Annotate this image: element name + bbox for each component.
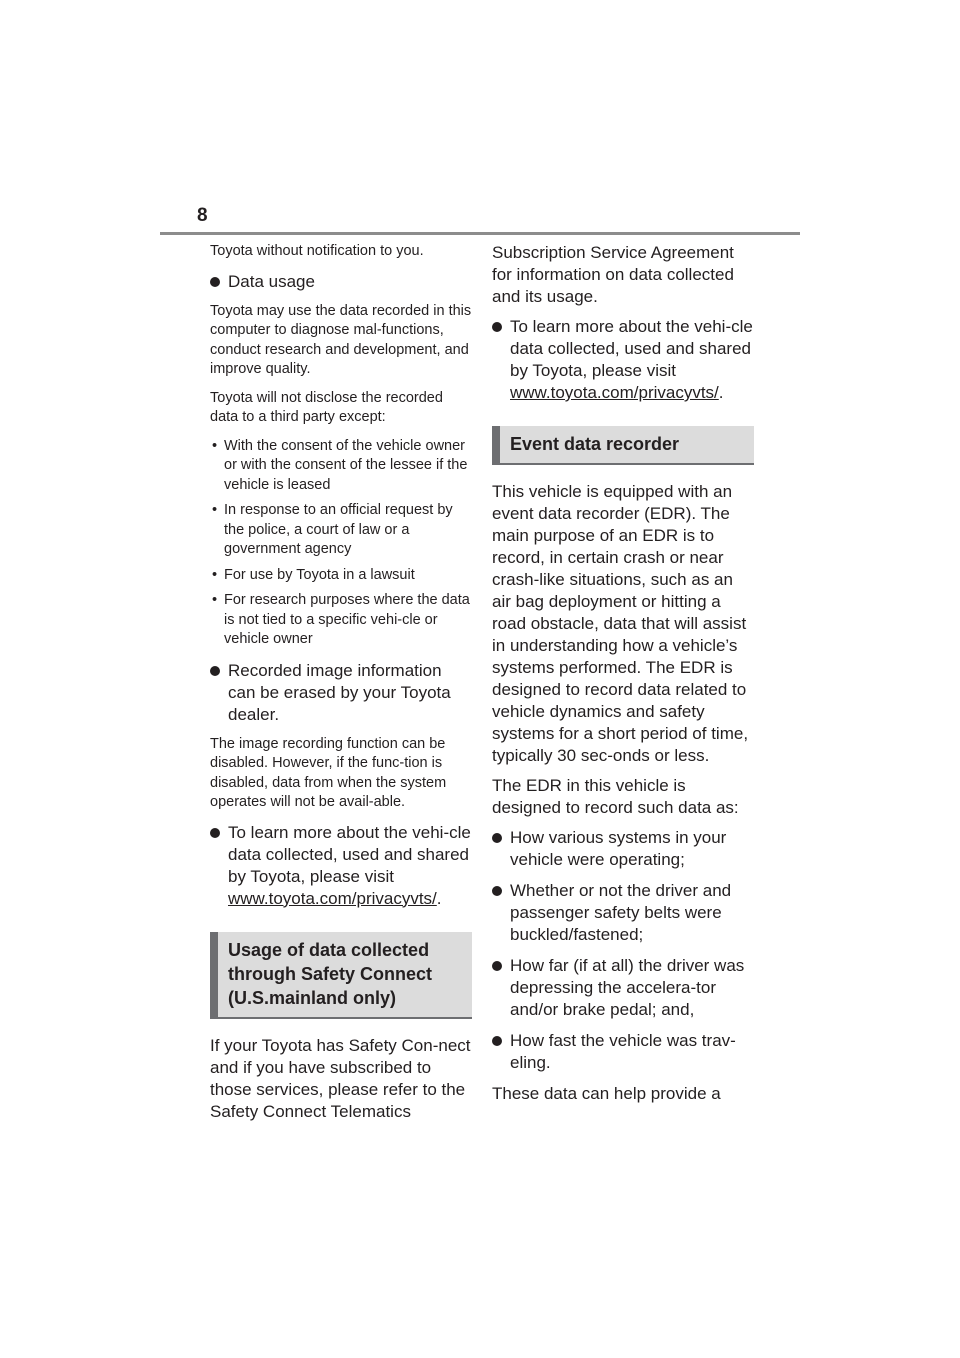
learn-more-text: To learn more about the vehi-cle data collected, used and shared by Toyota, please visit [228,822,471,886]
edr-item [492,827,754,871]
disclosure-item [210,501,472,560]
learn-more-bullet [210,822,472,910]
edr-para-3: These data can help provide a [492,1084,721,1103]
learn-more-suffix: . [436,888,442,908]
dot-bullet-icon: • [212,437,218,454]
dot-bullet-icon: • [212,566,218,583]
recorded-image-heading [210,660,472,726]
bullet-icon [210,277,220,287]
edr-item [492,880,754,946]
edr-para-2: The EDR in this vehicle is designed to record such data as: [492,776,739,817]
bullet-icon [492,886,502,896]
data-usage-heading [210,271,472,293]
disclosure-item [210,566,472,586]
bullet-icon [210,666,220,676]
learn-more-bullet [492,316,754,404]
disclosure-item-text: With the consent of the vehicle owner or with the consent of the lessee if the vehicle is leased [224,437,468,493]
page-number: 8 [197,205,208,226]
data-usage-para-2: Toyota will not disclose the recorded data to a third party except: [210,389,443,425]
dot-bullet-icon: • [212,592,218,608]
bullet-icon [210,828,220,838]
safety-connect-heading: Usage of data collected through Safety Connect (U.S.mainland only) [210,932,472,1019]
disclosure-item-text: For use by Toyota in a lawsuit [224,566,415,583]
recorded-image-heading-text: Recorded image information can be erased by your Toyota dealer. [228,660,451,724]
edr-item-text: How various systems in your vehicle were operating; [510,828,727,869]
event-data-recorder-heading: Event data recorder [492,426,754,465]
intro-text: Toyota without notification to you. [210,243,424,259]
disclosure-item-text: For research purposes where the data is not tied to a specific vehi-cle or vehicle owner [224,592,470,647]
disclosure-item-text: In response to an official request by the police, a court of law or a government agency [224,502,453,557]
dot-bullet-icon: • [212,502,218,518]
safety-connect-para: If your Toyota has Safety Con-nect and if you have subscribed to those services, please refer to the Safety Connect Telematics [210,1035,471,1121]
left-column [210,242,472,1131]
bullet-icon [492,961,502,971]
bullet-icon [492,1036,502,1046]
data-usage-heading-text: Data usage [228,271,315,291]
edr-item [492,955,754,1021]
learn-more-suffix: . [718,383,724,402]
learn-more-text: To learn more about the vehi-cle data collected, used and shared by Toyota, please visit [510,317,753,380]
edr-para-1: This vehicle is equipped with an event data recorder (EDR). The main purpose of an EDR is to record, in certain crash or near crash-like situations, such as an air bag deployment or hitting a road obstacle, data that will assist in understanding how a vehicle’s systems performed. The EDR is designed to record data related to vehicle dynamics and safety systems for a short period of time, typically 30 sec-onds or less. [492,482,749,765]
edr-item [492,1030,754,1074]
edr-item-text: Whether or not the driver and passenger safety belts were buckled/fastened; [510,881,732,944]
bullet-icon [492,833,502,843]
privacy-link[interactable]: www.toyota.com/privacyvts/ [510,383,719,402]
data-usage-para-1: Toyota may use the data recorded in this computer to diagnose mal-functions, conduct research and development, and improve quality. [210,302,472,377]
header-rule [160,232,800,235]
continuation-text: Subscription Service Agreement for information on data collected and its usage. [492,243,734,306]
bullet-icon [492,322,502,332]
recorded-image-para: The image recording function can be disabled. However, if the func-tion is disabled, data from when the system operates will not be avail-able. [210,735,447,810]
edr-item-text: How far (if at all) the driver was depressing the accelera-tor and/or brake pedal; and, [510,956,745,1019]
privacy-link[interactable]: www.toyota.com/privacyvts/ [228,888,437,908]
disclosure-item [210,591,472,650]
right-column [492,242,754,1113]
disclosure-item [210,437,472,496]
edr-item-text: How fast the vehicle was trav-eling. [510,1031,736,1072]
